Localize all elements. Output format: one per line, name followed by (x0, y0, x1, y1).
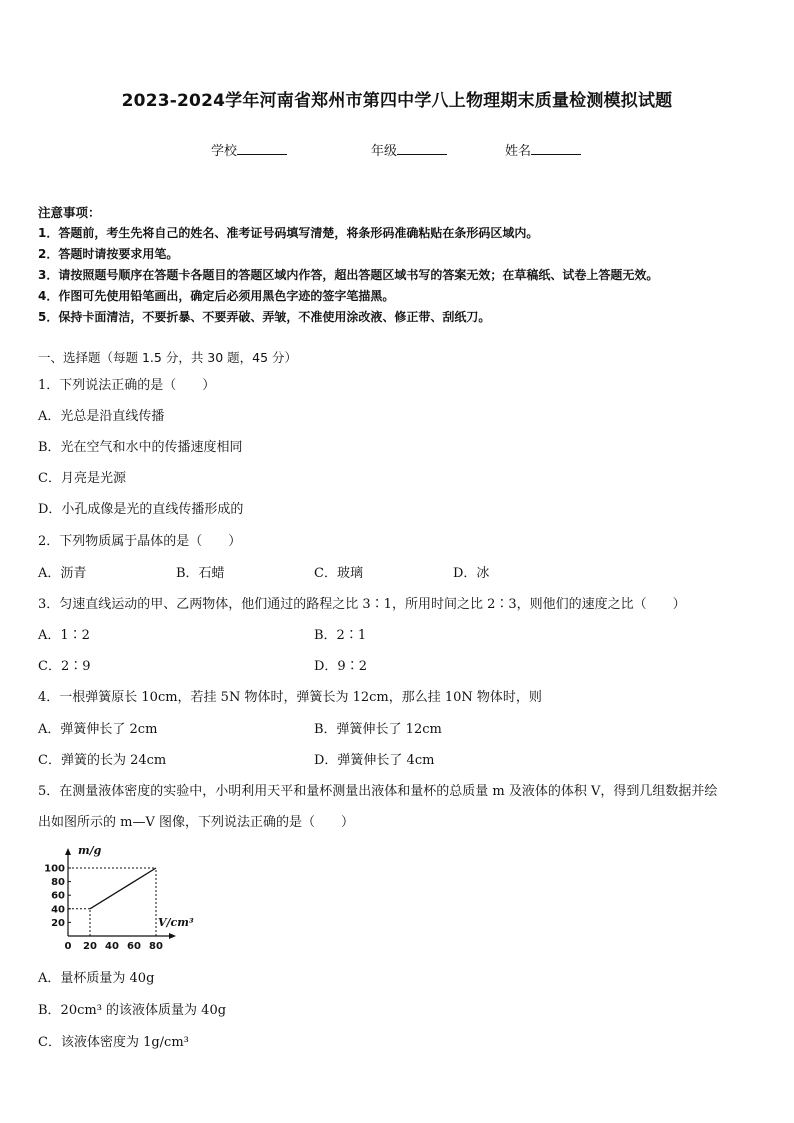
q5-option-c[interactable]: C．该液体密度为 1g/cm³ (38, 1035, 189, 1050)
notice-heading: 注意事项： (38, 205, 101, 220)
x-axis-label: V/cm³ (158, 916, 194, 929)
x-axis-arrow (169, 933, 176, 939)
y-tick-label: 60 (51, 890, 65, 902)
school-field[interactable] (211, 140, 287, 159)
y-tick-label: 100 (44, 863, 65, 875)
y-tick-label: 80 (51, 877, 65, 889)
q2-option-a[interactable]: A．沥青 (38, 566, 87, 581)
notice-item: 2．答题时请按要求用笔。 (38, 247, 179, 261)
mv-chart (44, 840, 214, 958)
y-axis-label: m/g (78, 844, 102, 857)
y-tick-label: 40 (51, 904, 65, 916)
q4-option-a[interactable]: A．弹簧伸长了 2cm (38, 722, 158, 737)
question-3-stem: 3．匀速直线运动的甲、乙两物体，他们通过的路程之比 3∶1，所用时间之比 2∶3，则他们的速度之比（ ） (38, 597, 686, 612)
x-tick-label: 60 (127, 941, 141, 952)
question-4-stem: 4．一根弹簧原长 10cm，若挂 5N 物体时，弹簧长为 12cm，那么挂 10N 物体时，则 (38, 690, 542, 705)
q1-option-c[interactable]: C．月亮是光源 (38, 471, 126, 486)
question-5-stem-line2: 出如图所示的 m—V 图像，下列说法正确的是（ ） (38, 815, 354, 830)
grade-label: 年级 (371, 144, 398, 159)
school-blank[interactable] (237, 142, 287, 155)
name-label: 姓名 (505, 144, 532, 159)
page-title: 2023-2024学年河南省郑州市第四中学八上物理期末质量检测模拟试题 (121, 91, 673, 111)
q1-option-a[interactable]: A．光总是沿直线传播 (38, 409, 165, 424)
grade-field[interactable] (371, 140, 447, 159)
x-tick-label: 80 (149, 941, 163, 952)
school-label: 学校 (211, 144, 238, 159)
q5-option-a[interactable]: A．量杯质量为 40g (38, 971, 155, 986)
notice-item: 5．保持卡面清洁，不要折暴、不要弄破、弄皱，不准使用涂改液、修正带、刮纸刀。 (38, 310, 491, 324)
q1-option-b[interactable]: B．光在空气和水中的传播速度相同 (38, 440, 243, 455)
q1-option-d[interactable]: D．小孔成像是光的直线传播形成的 (38, 502, 244, 517)
q5-option-b[interactable]: B．20cm³ 的该液体质量为 40g (38, 1003, 227, 1018)
question-1-stem: 1．下列说法正确的是（ ） (38, 378, 216, 393)
notice-item: 4．作图可先使用铅笔画出，确定后必须用黑色字迹的签字笔描黑。 (38, 289, 395, 303)
q3-option-d[interactable]: D．9∶2 (314, 659, 367, 674)
q3-option-c[interactable]: C．2∶9 (38, 659, 91, 674)
q2-option-b[interactable]: B．石蜡 (176, 566, 225, 581)
q3-option-a[interactable]: A．1∶2 (38, 628, 90, 643)
name-field[interactable] (505, 140, 581, 159)
grade-blank[interactable] (397, 142, 447, 155)
q3-option-b[interactable]: B．2∶1 (314, 628, 367, 643)
q4-option-b[interactable]: B．弹簧伸长了 12cm (314, 722, 442, 737)
question-5-stem-line1: 5．在测量液体密度的实验中，小明利用天平和量杯测量出液体和量杯的总质量 m 及液体的体积 V，得到几组数据并绘 (38, 784, 718, 799)
notice-item: 1．答题前，考生先将自己的姓名、准考证号码填写清楚，将条形码准确粘贴在条形码区域内。 (38, 226, 539, 240)
y-axis-arrow (65, 848, 71, 855)
x-tick-label: 0 (64, 941, 72, 952)
q2-option-d[interactable]: D．冰 (453, 566, 490, 581)
notice-item: 3．请按照题号顺序在答题卡各题目的答题区域内作答，超出答题区域书写的答案无效；在草稿纸、试卷上答题无效。 (38, 268, 659, 282)
x-tick-label: 20 (83, 941, 97, 952)
question-2-stem: 2．下列物质属于晶体的是（ ） (38, 534, 242, 549)
y-tick-label: 20 (51, 917, 65, 929)
section-heading: 一、选择题（每题 1.5 分，共 30 题，45 分） (38, 350, 298, 365)
q4-option-d[interactable]: D．弹簧伸长了 4cm (314, 753, 435, 768)
x-tick-label: 40 (105, 941, 119, 952)
data-line (90, 868, 156, 909)
q4-option-c[interactable]: C．弹簧的长为 24cm (38, 753, 167, 768)
name-blank[interactable] (531, 142, 581, 155)
q2-option-c[interactable]: C．玻璃 (314, 566, 363, 581)
